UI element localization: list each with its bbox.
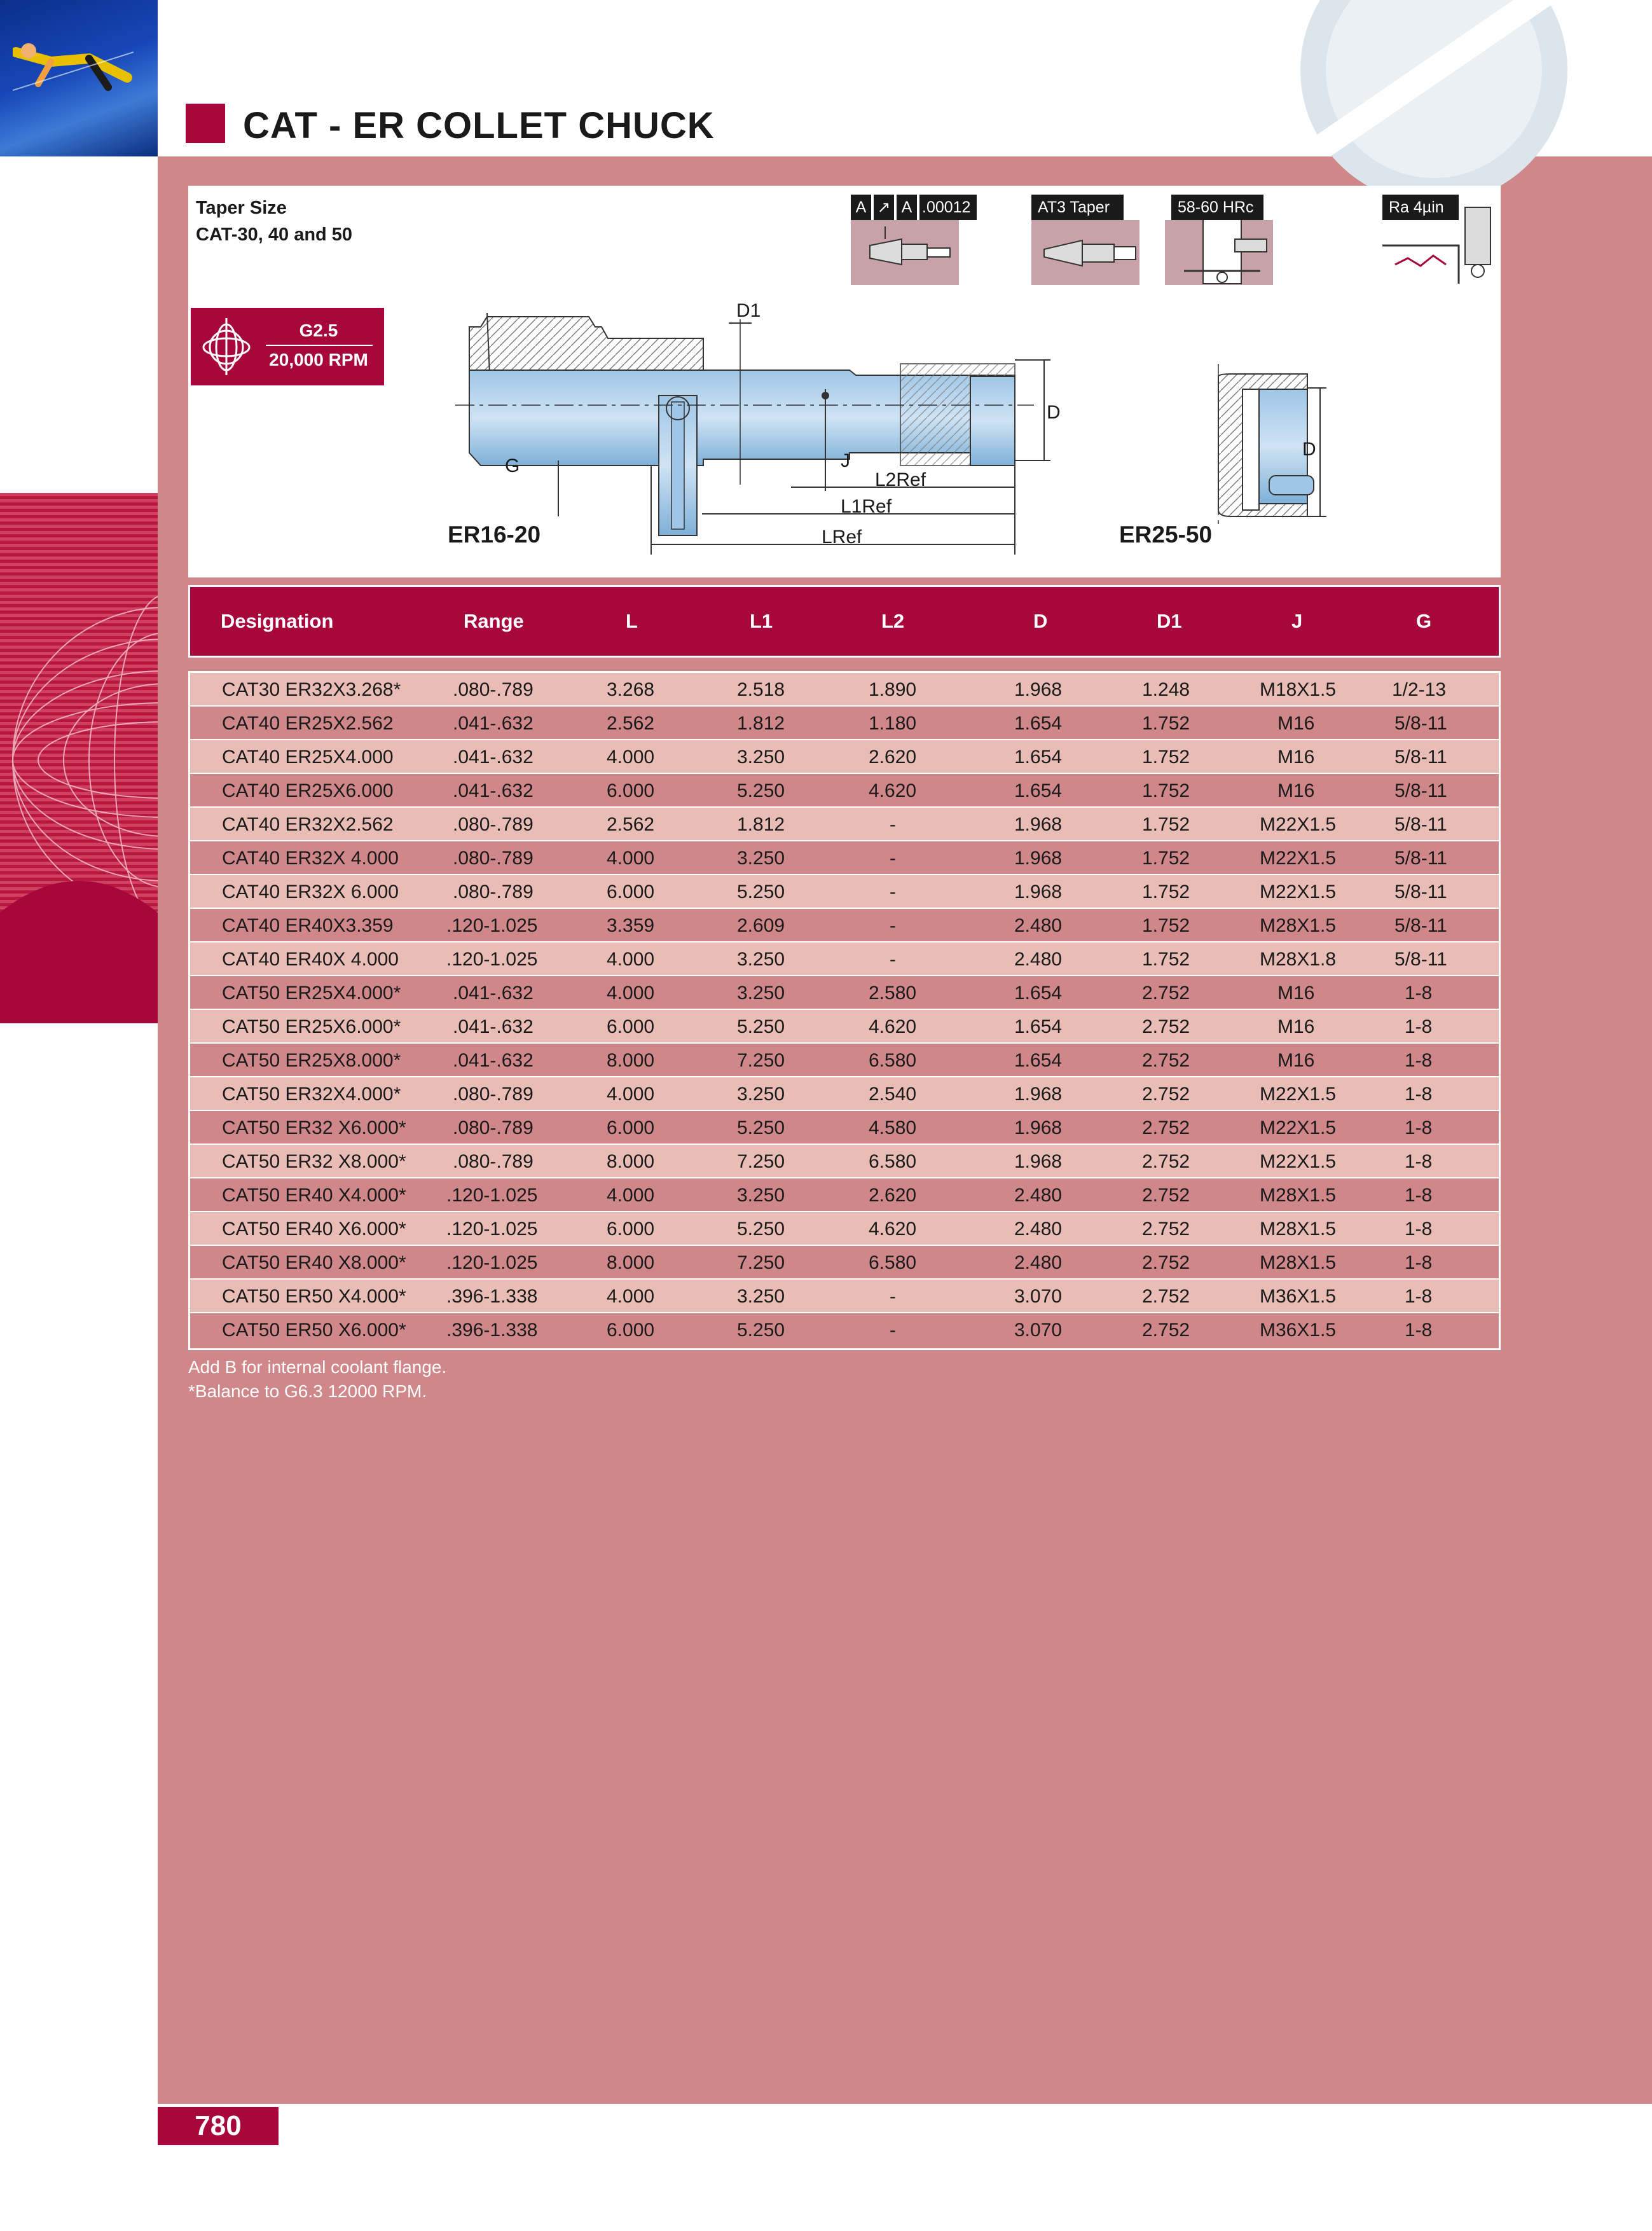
cell-l1: 5.250 — [737, 1117, 785, 1138]
cell-designation: CAT50 ER50 X4.000* — [222, 1286, 406, 1307]
cell-range: .120-1.025 — [446, 1185, 538, 1206]
cell-j: M22X1.5 — [1260, 881, 1337, 902]
page-title: CAT - ER COLLET CHUCK — [243, 105, 715, 146]
dim-d-right-label: D — [1302, 439, 1316, 460]
cell-j: M16 — [1277, 780, 1315, 801]
cell-l1: 5.250 — [737, 881, 785, 902]
cell-g: 5/8-11 — [1394, 949, 1447, 970]
cell-d: 1.968 — [1014, 679, 1063, 700]
cell-designation: CAT50 ER40 X6.000* — [222, 1219, 406, 1240]
cell-l1: 3.250 — [737, 1185, 785, 1206]
cell-d: 2.480 — [1014, 1252, 1063, 1273]
header-photo — [0, 0, 158, 156]
cell-d1: 2.752 — [1142, 1016, 1190, 1037]
cell-d1: 1.752 — [1142, 713, 1190, 734]
cell-l: 4.000 — [607, 1084, 655, 1105]
table-row — [190, 1246, 1499, 1280]
cell-d: 1.654 — [1014, 983, 1063, 1004]
cell-d: 3.070 — [1014, 1320, 1063, 1341]
cell-d1: 2.752 — [1142, 983, 1190, 1004]
hardness-tag: 58-60 HRc — [1171, 195, 1263, 220]
dim-d1-label: D1 — [736, 300, 761, 321]
cell-d: 2.480 — [1014, 1185, 1063, 1206]
cell-l1: 3.250 — [737, 848, 785, 869]
cell-d1: 2.752 — [1142, 1286, 1190, 1307]
cell-l2: - — [890, 1286, 896, 1307]
cell-l2: 4.620 — [869, 780, 917, 801]
model-label-left: ER16-20 — [448, 521, 541, 548]
cell-d1: 1.752 — [1142, 949, 1190, 970]
cell-l2: 2.620 — [869, 1185, 917, 1206]
cell-j: M16 — [1277, 1016, 1315, 1037]
cell-d: 1.654 — [1014, 1016, 1063, 1037]
cell-l2: - — [890, 848, 896, 869]
cell-g: 1/2-13 — [1392, 679, 1447, 700]
col-d1: D1 — [1157, 610, 1182, 632]
cell-j: M28X1.5 — [1260, 915, 1337, 936]
taper-tag: AT3 Taper — [1031, 195, 1124, 220]
technical-drawing — [188, 186, 1501, 577]
cell-d1: 1.752 — [1142, 814, 1190, 835]
cell-range: .120-1.025 — [446, 1252, 538, 1273]
cell-g: 1-8 — [1405, 1185, 1433, 1206]
cell-designation: CAT50 ER25X4.000* — [222, 983, 401, 1004]
cell-l2: 4.620 — [869, 1016, 917, 1037]
col-l: L — [626, 610, 638, 632]
cell-l2: 2.540 — [869, 1084, 917, 1105]
table-row — [190, 1145, 1499, 1178]
table-row — [190, 1077, 1499, 1111]
cell-d1: 1.752 — [1142, 747, 1190, 768]
table-row — [190, 943, 1499, 976]
cell-l1: 2.518 — [737, 679, 785, 700]
cell-range: .080-.789 — [453, 679, 533, 700]
cell-range: .041-.632 — [453, 983, 533, 1004]
cell-d: 3.070 — [1014, 1286, 1063, 1307]
cell-d: 2.480 — [1014, 949, 1063, 970]
cell-designation: CAT50 ER25X8.000* — [222, 1050, 401, 1071]
cell-d: 1.968 — [1014, 1117, 1063, 1138]
dim-l1-label: L1Ref — [841, 496, 892, 517]
cell-g: 1-8 — [1405, 1219, 1433, 1240]
table-row — [190, 1212, 1499, 1246]
dim-l-label: LRef — [822, 527, 862, 548]
cell-l1: 5.250 — [737, 780, 785, 801]
cell-j: M36X1.5 — [1260, 1320, 1337, 1341]
cell-g: 1-8 — [1405, 1320, 1433, 1341]
cell-designation: CAT50 ER40 X8.000* — [222, 1252, 406, 1273]
note-coolant: Add B for internal coolant flange. — [188, 1357, 447, 1377]
cell-range: .120-1.025 — [446, 1219, 538, 1240]
cell-d1: 2.752 — [1142, 1252, 1190, 1273]
taper-size-heading: Taper Size — [196, 198, 287, 218]
cell-j: M22X1.5 — [1260, 1117, 1337, 1138]
cell-range: .041-.632 — [453, 780, 533, 801]
cell-d: 1.654 — [1014, 713, 1063, 734]
cell-range: .041-.632 — [453, 1016, 533, 1037]
cell-l: 6.000 — [607, 1219, 655, 1240]
cell-g: 1-8 — [1405, 1252, 1433, 1273]
cell-g: 1-8 — [1405, 1117, 1433, 1138]
cell-designation: CAT40 ER25X6.000 — [222, 780, 394, 801]
cell-d1: 2.752 — [1142, 1084, 1190, 1105]
cell-j: M22X1.5 — [1260, 1151, 1337, 1172]
cell-j: M22X1.5 — [1260, 1084, 1337, 1105]
cell-designation: CAT50 ER32 X8.000* — [222, 1151, 406, 1172]
cell-g: 1-8 — [1405, 1151, 1433, 1172]
table-row — [190, 707, 1499, 740]
runout-datum: A — [851, 195, 871, 220]
cell-l: 8.000 — [607, 1050, 655, 1071]
cell-l: 6.000 — [607, 1016, 655, 1037]
cell-g: 5/8-11 — [1394, 747, 1447, 768]
cell-g: 1-8 — [1405, 983, 1433, 1004]
cell-designation: CAT50 ER32X4.000* — [222, 1084, 401, 1105]
cell-designation: CAT40 ER25X4.000 — [222, 747, 394, 768]
table-row — [190, 1313, 1499, 1347]
cell-d: 2.480 — [1014, 915, 1063, 936]
cell-d1: 2.752 — [1142, 1185, 1190, 1206]
cell-d: 1.654 — [1014, 747, 1063, 768]
cell-d1: 2.752 — [1142, 1151, 1190, 1172]
cell-j: M22X1.5 — [1260, 814, 1337, 835]
cell-d1: 1.752 — [1142, 848, 1190, 869]
cell-d: 1.654 — [1014, 1050, 1063, 1071]
cell-l2: - — [890, 814, 896, 835]
cell-l: 6.000 — [607, 881, 655, 902]
cell-d: 2.480 — [1014, 1219, 1063, 1240]
cell-range: .080-.789 — [453, 1117, 533, 1138]
cell-g: 1-8 — [1405, 1050, 1433, 1071]
cell-d1: 1.752 — [1142, 780, 1190, 801]
cell-l1: 7.250 — [737, 1252, 785, 1273]
col-d: D — [1033, 610, 1048, 632]
cell-designation: CAT50 ER40 X4.000* — [222, 1185, 406, 1206]
dim-d-label: D — [1047, 402, 1061, 423]
table-row — [190, 1280, 1499, 1313]
dim-l2-label: L2Ref — [875, 469, 926, 490]
cell-l1: 5.250 — [737, 1219, 785, 1240]
cell-g: 1-8 — [1405, 1016, 1433, 1037]
col-g: G — [1416, 610, 1432, 632]
model-label-right: ER25-50 — [1119, 521, 1213, 548]
page-number: 780 — [195, 2110, 242, 2141]
cell-l: 3.268 — [607, 679, 655, 700]
col-range: Range — [464, 610, 524, 632]
cell-g: 5/8-11 — [1394, 915, 1447, 936]
table-row — [190, 1044, 1499, 1077]
cell-designation: CAT50 ER50 X6.000* — [222, 1320, 406, 1341]
note-balance: *Balance to G6.3 12000 RPM. — [188, 1381, 427, 1401]
cell-l1: 3.250 — [737, 747, 785, 768]
cell-l2: 2.580 — [869, 983, 917, 1004]
cell-designation: CAT50 ER25X6.000* — [222, 1016, 401, 1037]
cell-l2: - — [890, 915, 896, 936]
cell-g: 5/8-11 — [1394, 881, 1447, 902]
cell-g: 1-8 — [1405, 1084, 1433, 1105]
cell-l1: 5.250 — [737, 1016, 785, 1037]
cell-d: 1.968 — [1014, 814, 1063, 835]
cell-l2: 6.580 — [869, 1050, 917, 1071]
cell-j: M16 — [1277, 1050, 1315, 1071]
cell-j: M36X1.5 — [1260, 1286, 1337, 1307]
cell-d1: 2.752 — [1142, 1117, 1190, 1138]
cell-l2: - — [890, 881, 896, 902]
cell-l: 4.000 — [607, 1185, 655, 1206]
cell-d: 1.968 — [1014, 1084, 1063, 1105]
cell-l2: 1.180 — [869, 713, 917, 734]
cell-range: .080-.789 — [453, 1084, 533, 1105]
table-row — [190, 909, 1499, 943]
cell-l2: - — [890, 949, 896, 970]
table-row — [190, 740, 1499, 774]
cell-range: .120-1.025 — [446, 915, 538, 936]
cell-d: 1.968 — [1014, 848, 1063, 869]
cell-g: 1-8 — [1405, 1286, 1433, 1307]
cell-designation: CAT40 ER32X 4.000 — [222, 848, 399, 869]
cell-j: M28X1.5 — [1260, 1185, 1337, 1206]
runout-value: .00012 — [919, 195, 977, 220]
cell-designation: CAT40 ER25X2.562 — [222, 713, 394, 734]
cell-l: 3.359 — [607, 915, 655, 936]
cell-j: M22X1.5 — [1260, 848, 1337, 869]
cell-j: M16 — [1277, 747, 1315, 768]
cell-l: 8.000 — [607, 1252, 655, 1273]
table-row — [190, 1111, 1499, 1145]
cell-l1: 7.250 — [737, 1050, 785, 1071]
balance-grade: G2.5 — [299, 321, 338, 340]
runout-arrow-icon: ↗ — [874, 195, 894, 220]
cell-d1: 2.752 — [1142, 1320, 1190, 1341]
cell-j: M28X1.5 — [1260, 1252, 1337, 1273]
col-l2: L2 — [881, 610, 905, 632]
dim-j-label: J — [841, 450, 850, 471]
cell-l: 4.000 — [607, 848, 655, 869]
cell-l1: 3.250 — [737, 1286, 785, 1307]
cell-l2: 6.580 — [869, 1151, 917, 1172]
cell-range: .120-1.025 — [446, 949, 538, 970]
taper-size-values: CAT-30, 40 and 50 — [196, 224, 353, 245]
cell-l: 2.562 — [607, 814, 655, 835]
cell-l: 6.000 — [607, 780, 655, 801]
cell-l2: 2.620 — [869, 747, 917, 768]
table-row — [190, 1178, 1499, 1212]
cell-designation: CAT40 ER40X 4.000 — [222, 949, 399, 970]
spec-table — [188, 671, 1501, 1350]
cell-d1: 1.752 — [1142, 881, 1190, 902]
cell-d: 1.968 — [1014, 1151, 1063, 1172]
balance-rpm: 20,000 RPM — [269, 350, 368, 370]
cell-g: 5/8-11 — [1394, 814, 1447, 835]
table-row — [190, 673, 1499, 707]
cell-l: 8.000 — [607, 1151, 655, 1172]
cell-d: 1.968 — [1014, 881, 1063, 902]
cell-range: .041-.632 — [453, 713, 533, 734]
col-j: J — [1291, 610, 1303, 632]
cell-l: 4.000 — [607, 1286, 655, 1307]
decorative-band — [0, 493, 158, 1023]
cell-l: 2.562 — [607, 713, 655, 734]
cell-j: M18X1.5 — [1260, 679, 1337, 700]
cell-l2: 1.890 — [869, 679, 917, 700]
table-header — [188, 585, 1501, 658]
cell-j: M16 — [1277, 983, 1315, 1004]
table-row — [190, 1010, 1499, 1044]
title-marker — [186, 104, 225, 143]
cell-l: 4.000 — [607, 949, 655, 970]
table-row — [190, 976, 1499, 1010]
cell-range: .396-1.338 — [446, 1286, 538, 1307]
left-strip — [0, 0, 158, 2231]
cell-l1: 1.812 — [737, 713, 785, 734]
dim-g-label: G — [505, 455, 520, 476]
cell-designation: CAT30 ER32X3.268* — [222, 679, 401, 700]
cell-l: 4.000 — [607, 983, 655, 1004]
table-row — [190, 808, 1499, 841]
cell-range: .396-1.338 — [446, 1320, 538, 1341]
cell-l1: 3.250 — [737, 1084, 785, 1105]
table-row — [190, 875, 1499, 909]
runout-datum-ref: A — [897, 195, 917, 220]
cell-l2: - — [890, 1320, 896, 1341]
cell-range: .041-.632 — [453, 1050, 533, 1071]
cell-range: .041-.632 — [453, 747, 533, 768]
cell-range: .080-.789 — [453, 814, 533, 835]
col-designation: Designation — [221, 610, 334, 632]
cell-l2: 6.580 — [869, 1252, 917, 1273]
cell-g: 5/8-11 — [1394, 780, 1447, 801]
cell-j: M28X1.8 — [1260, 949, 1337, 970]
cell-designation: CAT40 ER32X2.562 — [222, 814, 394, 835]
cell-range: .080-.789 — [453, 1151, 533, 1172]
cell-l: 6.000 — [607, 1117, 655, 1138]
page-number-box — [158, 2107, 279, 2145]
cell-d: 1.654 — [1014, 780, 1063, 801]
cell-l: 6.000 — [607, 1320, 655, 1341]
cell-designation: CAT40 ER40X3.359 — [222, 915, 394, 936]
table-notes — [188, 1355, 446, 1404]
cell-l: 4.000 — [607, 747, 655, 768]
cell-l1: 3.250 — [737, 949, 785, 970]
cell-g: 5/8-11 — [1394, 713, 1447, 734]
cell-l1: 7.250 — [737, 1151, 785, 1172]
cell-l2: 4.620 — [869, 1219, 917, 1240]
cell-l1: 3.250 — [737, 983, 785, 1004]
cell-d1: 2.752 — [1142, 1219, 1190, 1240]
cell-l2: 4.580 — [869, 1117, 917, 1138]
cell-d1: 2.752 — [1142, 1050, 1190, 1071]
table-row — [190, 841, 1499, 875]
cell-d1: 1.248 — [1142, 679, 1190, 700]
cell-l1: 5.250 — [737, 1320, 785, 1341]
cell-g: 5/8-11 — [1394, 848, 1447, 869]
chuck-body-left — [455, 313, 1034, 535]
cell-j: M16 — [1277, 713, 1315, 734]
cell-designation: CAT40 ER32X 6.000 — [222, 881, 399, 902]
cell-l1: 2.609 — [737, 915, 785, 936]
cell-l1: 1.812 — [737, 814, 785, 835]
cell-range: .080-.789 — [453, 848, 533, 869]
finish-tag: Ra 4µin — [1382, 195, 1459, 220]
cell-range: .080-.789 — [453, 881, 533, 902]
athlete-image — [13, 39, 134, 97]
cell-j: M28X1.5 — [1260, 1219, 1337, 1240]
col-l1: L1 — [750, 610, 773, 632]
table-row — [190, 774, 1499, 808]
cell-designation: CAT50 ER32 X6.000* — [222, 1117, 406, 1138]
cell-d1: 1.752 — [1142, 915, 1190, 936]
